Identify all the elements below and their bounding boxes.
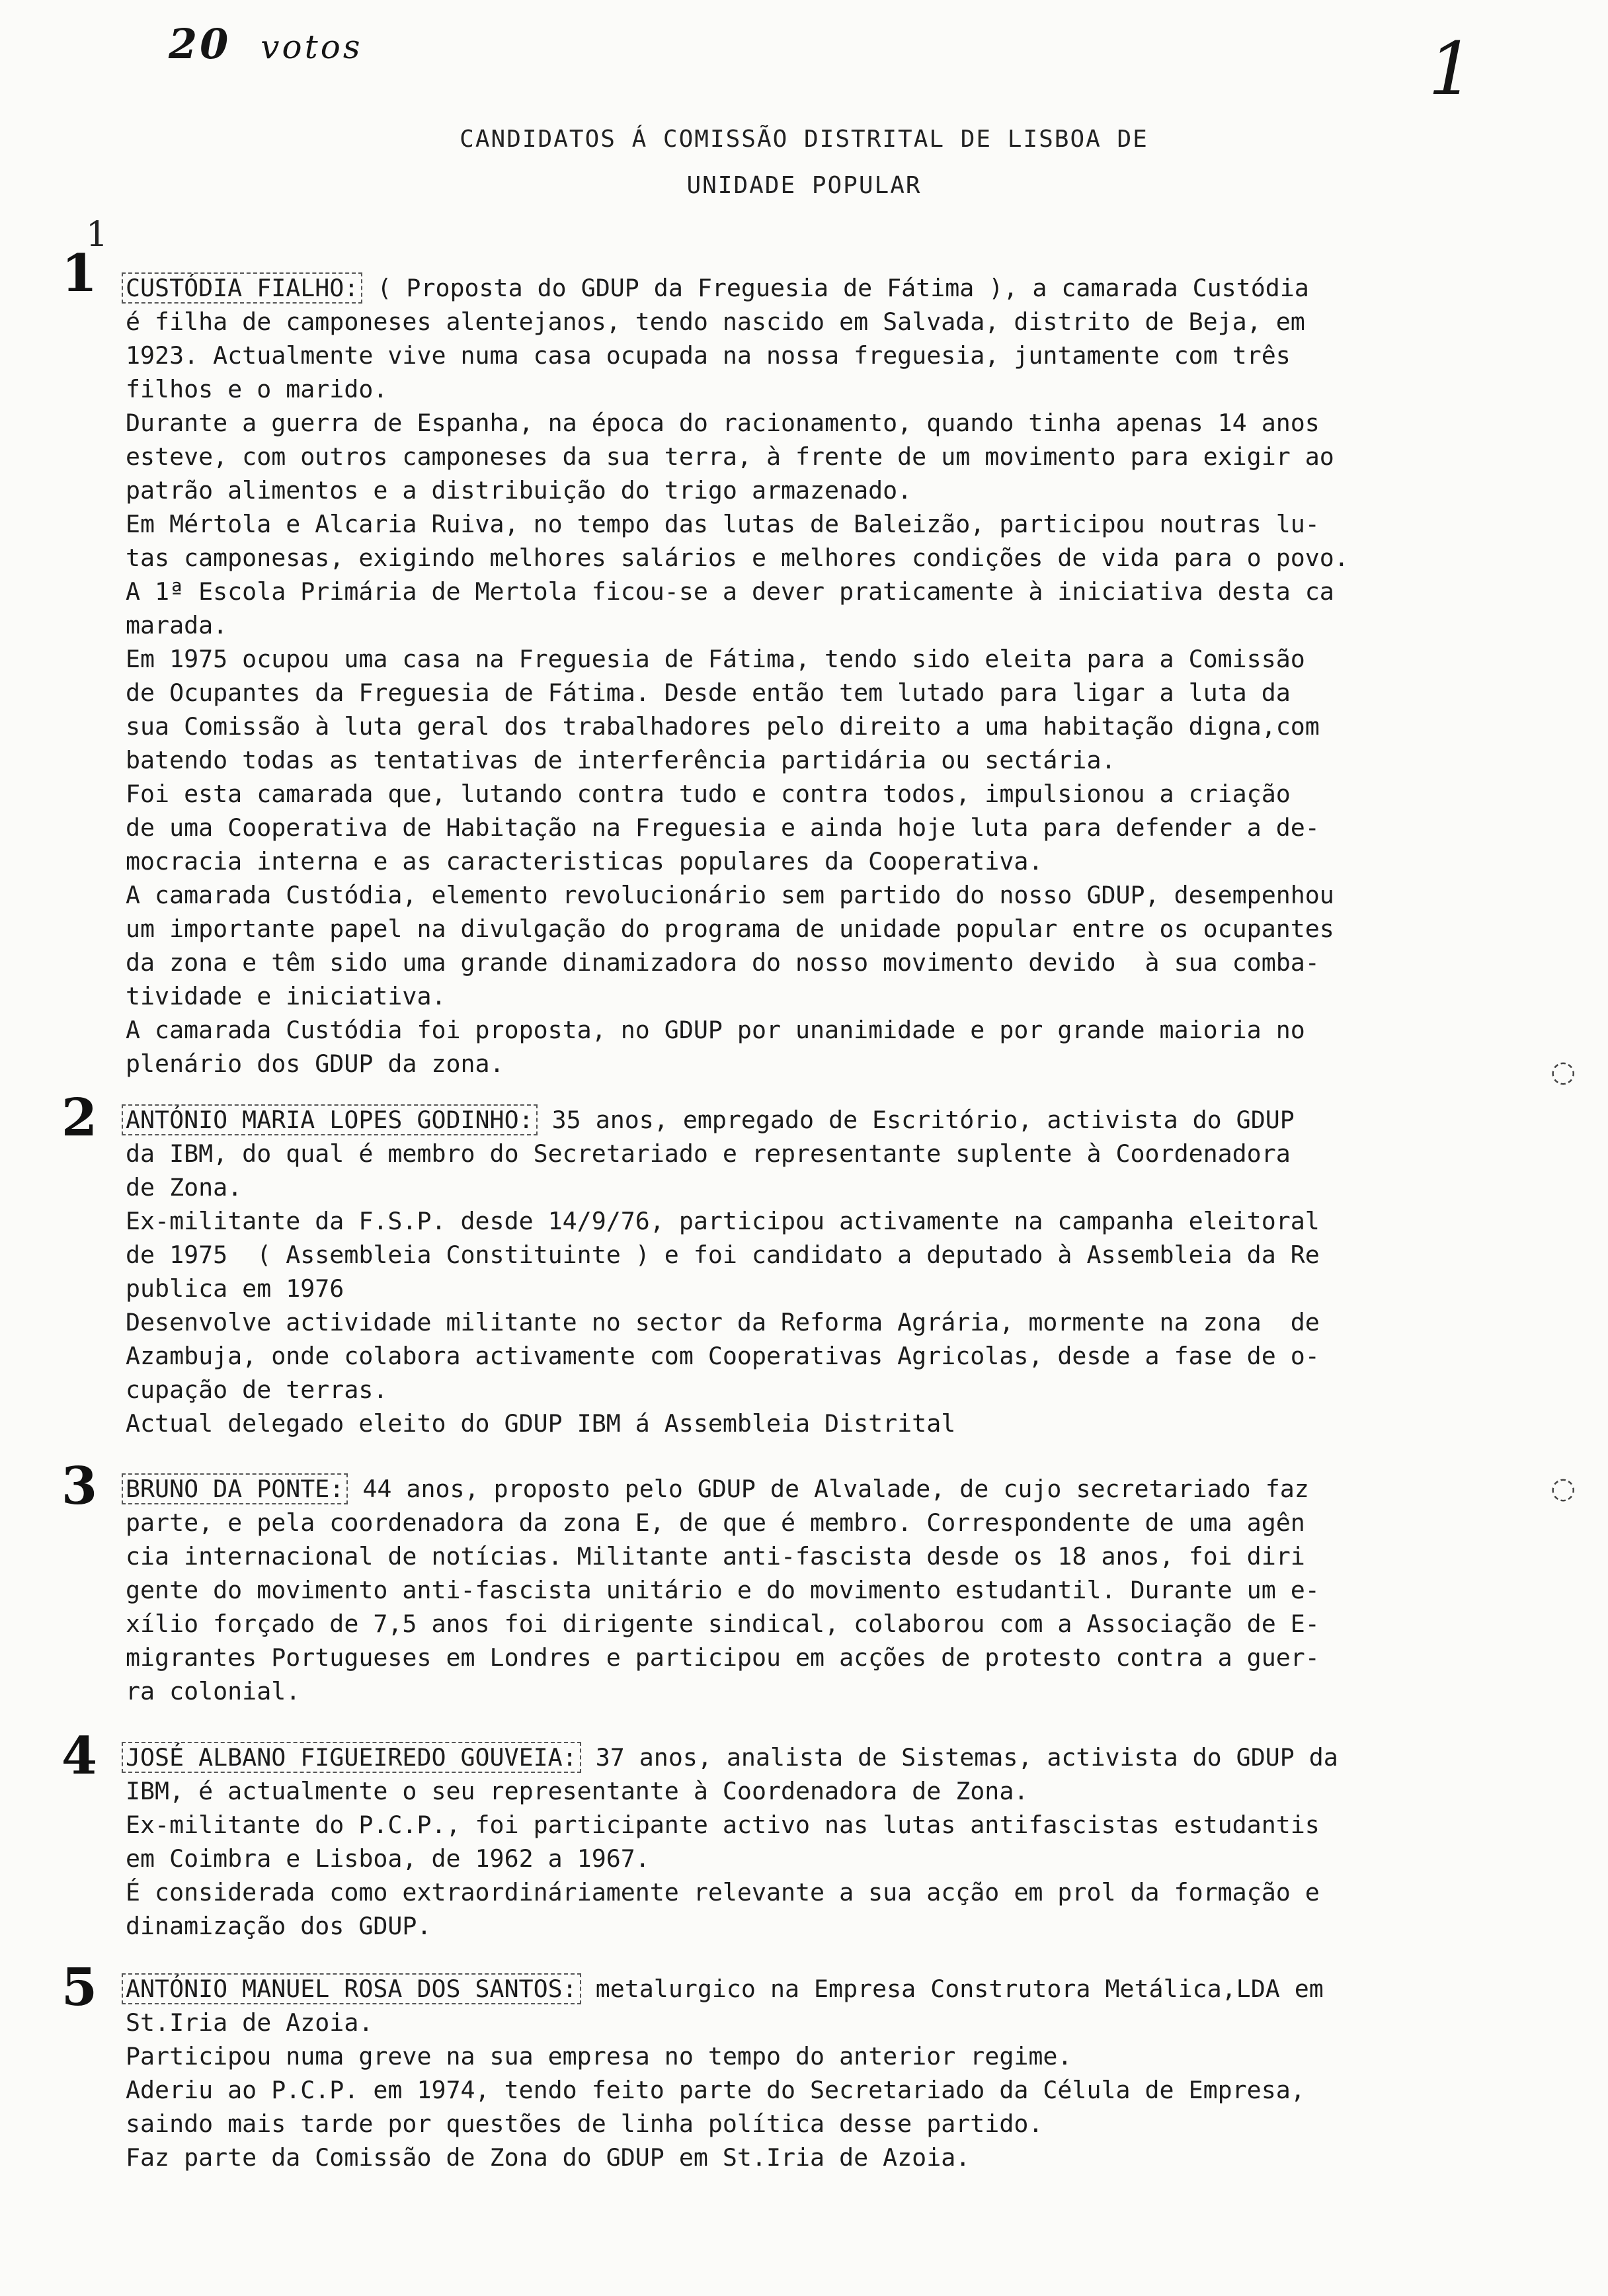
text-line: Ex-militante do P.C.P., foi participante activo nas lutas antifascistas estudantis <box>126 1811 1320 1839</box>
text-line: A camarada Custódia, elemento revolucionário sem partido do nosso GDUP, desempenhou <box>126 881 1334 909</box>
text-line <box>126 1472 1508 1506</box>
text-line: plenário dos GDUP da zona. <box>126 1049 504 1078</box>
text-line: filhos e o marido. <box>126 375 388 403</box>
handwritten-vote-count: 20 votos <box>169 20 363 68</box>
text-line: esteve, com outros camponeses da sua terra, à frente de um movimento para exigir ao <box>126 442 1334 471</box>
candidate-intro-text: ( Proposta do GDUP da Freguesia de Fátima ), a camarada Custódia <box>362 274 1309 302</box>
text-line: de Ocupantes da Freguesia de Fátima. Desde então tem lutado para ligar a luta da <box>126 678 1291 707</box>
text-line: de Zona. <box>126 1173 243 1202</box>
text-line: Actual delegado eleito do GDUP IBM á Assembleia Distrital <box>126 1409 956 1438</box>
candidate-number: 4 <box>61 1726 98 1786</box>
text-line: da zona e têm sido uma grande dinamizadora do nosso movimento devido à sua comba- <box>126 948 1320 977</box>
text-line: de uma Cooperativa de Habitação na Freguesia e ainda hoje luta para defender a de- <box>126 813 1320 842</box>
text-line: de 1975 ( Assembleia Constituinte ) e foi candidato a deputado à Assembleia da Re <box>126 1241 1320 1269</box>
text-line: saindo mais tarde por questões de linha política desse partido. <box>126 2110 1043 2138</box>
text-line: Foi esta camarada que, lutando contra tudo e contra todos, impulsionou a criação <box>126 780 1291 808</box>
text-line: marada. <box>126 611 228 639</box>
text-line: St.Iria de Azoia. <box>126 2008 374 2037</box>
candidate-intro-text: 35 anos, empregado de Escritório, activista do GDUP <box>537 1106 1295 1134</box>
text-line: Participou numa greve na sua empresa no tempo do anterior regime. <box>126 2042 1072 2070</box>
text-line: ra colonial. <box>126 1677 301 1705</box>
text-line <box>126 1741 1508 1774</box>
handwritten-page-number: 1 <box>1428 26 1474 111</box>
candidate-number: 5 <box>61 1957 98 2018</box>
text-line: Aderiu ao P.C.P. em 1974, tendo feito parte do Secretariado da Célula de Empresa, <box>126 2076 1305 2104</box>
candidate-intro-text: 44 anos, proposto pelo GDUP de Alvalade, de cujo secretariado faz <box>348 1475 1309 1503</box>
candidate-entry <box>126 271 1508 1081</box>
candidate-name: CUSTÓDIA FIALHO: <box>122 272 362 304</box>
text-line: Ex-militante da F.S.P. desde 14/9/76, participou activamente na campanha eleitoral <box>126 1207 1320 1235</box>
text-line: dinamização dos GDUP. <box>126 1912 432 1940</box>
text-line: batendo todas as tentativas de interferência partidária ou sectária. <box>126 746 1116 774</box>
document-title-line-1: CANDIDATOS Á COMISSÃO DISTRITAL DE LISBOA DE <box>460 126 1148 153</box>
text-line: A camarada Custódia foi proposta, no GDUP por unanimidade e por grande maioria no <box>126 1016 1305 1044</box>
candidate-name: ANTÓNIO MANUEL ROSA DOS SANTOS: <box>122 1973 581 2004</box>
text-line: em Coimbra e Lisboa, de 1962 a 1967. <box>126 1844 650 1873</box>
text-line: da IBM, do qual é membro do Secretariado e representante suplente à Coordenadora <box>126 1139 1291 1168</box>
text-line: Em 1975 ocupou uma casa na Freguesia de Fátima, tendo sido eleita para a Comissão <box>126 645 1305 673</box>
text-line: cia internacional de notícias. Militante anti-fascista desde os 18 anos, foi diri <box>126 1542 1305 1571</box>
candidate-intro-text: metalurgico na Empresa Construtora Metálica,LDA em <box>581 1975 1324 2003</box>
candidate-entry <box>126 1741 1508 1943</box>
text-line: mocracia interna e as caracteristicas populares da Cooperativa. <box>126 847 1043 876</box>
text-line: xílio forçado de 7,5 anos foi dirigente sindical, colaborou com a Associação de E- <box>126 1610 1320 1638</box>
candidate-entry <box>126 1972 1508 2174</box>
candidate-intro-text: 37 anos, analista de Sistemas, activista do GDUP da <box>581 1743 1338 1772</box>
text-line: 1923. Actualmente vive numa casa ocupada na nossa freguesia, juntamente com três <box>126 341 1291 370</box>
margin-scribble: ◌ <box>1550 1055 1576 1088</box>
text-line: parte, e pela coordenadora da zona E, de que é membro. Correspondente de uma agên <box>126 1508 1305 1537</box>
candidate-name: JOSÉ ALBANO FIGUEIREDO GOUVEIA: <box>122 1742 581 1773</box>
text-line: Faz parte da Comissão de Zona do GDUP em St.Iria de Azoia. <box>126 2143 971 2172</box>
text-line: É considerada como extraordináriamente relevante a sua acção em prol da formação e <box>126 1878 1320 1906</box>
text-line: publica em 1976 <box>126 1274 344 1303</box>
candidate-entry <box>126 1103 1508 1440</box>
text-line: tas camponesas, exigindo melhores salários e melhores condições de vida para o povo. <box>126 544 1349 572</box>
text-line: Azambuja, onde colabora activamente com Cooperativas Agricolas, desde a fase de o- <box>126 1342 1320 1370</box>
text-line: cupação de terras. <box>126 1375 388 1404</box>
text-line: tividade e iniciativa. <box>126 982 446 1010</box>
text-line: Em Mértola e Alcaria Ruiva, no tempo das lutas de Baleizão, participou noutras lu- <box>126 510 1320 538</box>
margin-scribble: ◌ <box>1550 1471 1576 1505</box>
text-line: Desenvolve actividade militante no sector da Reforma Agrária, mormente na zona de <box>126 1308 1320 1336</box>
text-line: é filha de camponeses alentejanos, tendo nascido em Salvada, distrito de Beja, em <box>126 308 1305 336</box>
text-line: migrantes Portugueses em Londres e participou em acções de protesto contra a guer- <box>126 1643 1320 1672</box>
text-line: Durante a guerra de Espanha, na época do racionamento, quando tinha apenas 14 anos <box>126 409 1320 437</box>
text-line: patrão alimentos e a distribuição do trigo armazenado. <box>126 476 912 505</box>
text-line: gente do movimento anti-fascista unitário e do movimento estudantil. Durante um e- <box>126 1576 1320 1604</box>
handwritten-votes-note: votos <box>261 28 363 66</box>
candidate-entry <box>126 1472 1508 1708</box>
text-line <box>126 271 1508 305</box>
candidate-name: ANTÓNIO MARIA LOPES GODINHO: <box>122 1104 538 1135</box>
text-line: sua Comissão à luta geral dos trabalhadores pelo direito a uma habitação digna,com <box>126 712 1320 741</box>
text-line: A 1ª Escola Primária de Mertola ficou-se a dever praticamente à iniciativa desta ca <box>126 577 1334 606</box>
candidate-name: BRUNO DA PONTE: <box>122 1473 348 1504</box>
candidate-number: 1 <box>61 243 98 304</box>
text-line: um importante papel na divulgação do programa de unidade popular entre os ocupantes <box>126 915 1334 943</box>
margin-tick-mark: 1 <box>86 215 108 255</box>
candidate-number: 2 <box>61 1088 98 1148</box>
text-line <box>126 1103 1508 1137</box>
candidate-number: 3 <box>61 1456 98 1516</box>
text-line <box>126 1972 1508 2006</box>
text-line: IBM, é actualmente o seu representante à Coordenadora de Zona. <box>126 1777 1029 1805</box>
document-title-line-2: UNIDADE POPULAR <box>686 172 922 199</box>
